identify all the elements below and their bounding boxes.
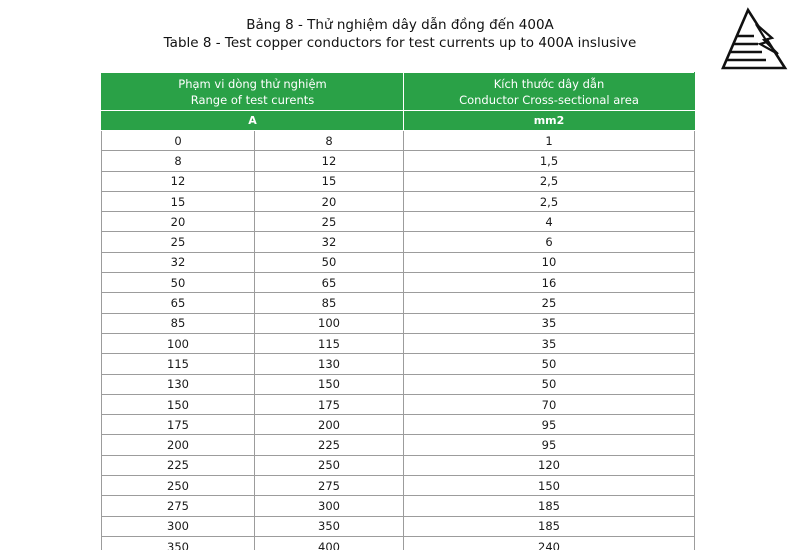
company-logo-icon xyxy=(720,6,788,72)
table-title xyxy=(0,16,800,52)
range-to-cell: 8 xyxy=(255,131,404,151)
range-from-cell: 130 xyxy=(102,374,255,394)
unit-row xyxy=(102,111,695,131)
range-from-cell: 350 xyxy=(102,536,255,550)
cross-section-cell: 10 xyxy=(404,252,695,272)
range-to-cell: 15 xyxy=(255,171,404,191)
range-to-cell: 50 xyxy=(255,252,404,272)
cross-section-cell: 120 xyxy=(404,455,695,475)
range-header-vi: Phạm vi dòng thử nghiệm xyxy=(178,76,327,91)
table-row xyxy=(102,131,695,151)
range-to-cell: 20 xyxy=(255,191,404,211)
table-row xyxy=(102,313,695,333)
cross-section-cell: 1,5 xyxy=(404,151,695,171)
table-row xyxy=(102,394,695,414)
range-from-cell: 25 xyxy=(102,232,255,252)
range-to-cell: 85 xyxy=(255,293,404,313)
table-row xyxy=(102,435,695,455)
table-row xyxy=(102,171,695,191)
range-unit: A xyxy=(102,111,404,131)
range-to-cell: 275 xyxy=(255,476,404,496)
size-unit: mm2 xyxy=(404,111,695,131)
range-from-cell: 250 xyxy=(102,476,255,496)
range-to-cell: 350 xyxy=(255,516,404,536)
size-header xyxy=(404,73,695,111)
cross-section-cell: 25 xyxy=(404,293,695,313)
table-row xyxy=(102,455,695,475)
header-row xyxy=(102,73,695,111)
range-to-cell: 225 xyxy=(255,435,404,455)
range-to-cell: 250 xyxy=(255,455,404,475)
table-row xyxy=(102,191,695,211)
table-row xyxy=(102,536,695,550)
title-english: Table 8 - Test copper conductors for test currents up to 400A inslusive xyxy=(163,35,637,51)
size-header-vi: Kích thước dây dẫn xyxy=(493,76,605,91)
range-from-cell: 65 xyxy=(102,293,255,313)
range-from-cell: 100 xyxy=(102,333,255,353)
range-to-cell: 12 xyxy=(255,151,404,171)
cross-section-cell: 150 xyxy=(404,476,695,496)
table-row xyxy=(102,212,695,232)
cross-section-cell: 50 xyxy=(404,374,695,394)
range-header-en: Range of test curents xyxy=(190,92,315,107)
cross-section-cell: 240 xyxy=(404,536,695,550)
range-to-cell: 200 xyxy=(255,415,404,435)
range-from-cell: 8 xyxy=(102,151,255,171)
cross-section-cell: 1 xyxy=(404,131,695,151)
cross-section-cell: 6 xyxy=(404,232,695,252)
table-row xyxy=(102,252,695,272)
table-body xyxy=(102,131,695,550)
cross-section-cell: 95 xyxy=(404,435,695,455)
table-row xyxy=(102,273,695,293)
range-to-cell: 300 xyxy=(255,496,404,516)
range-from-cell: 12 xyxy=(102,171,255,191)
copper-conductor-table xyxy=(101,72,695,550)
range-from-cell: 15 xyxy=(102,191,255,211)
table-row xyxy=(102,415,695,435)
cross-section-cell: 70 xyxy=(404,394,695,414)
cross-section-cell: 16 xyxy=(404,273,695,293)
table-row xyxy=(102,232,695,252)
range-to-cell: 150 xyxy=(255,374,404,394)
range-from-cell: 50 xyxy=(102,273,255,293)
range-from-cell: 175 xyxy=(102,415,255,435)
cross-section-cell: 35 xyxy=(404,333,695,353)
range-header xyxy=(102,73,404,111)
range-from-cell: 200 xyxy=(102,435,255,455)
range-to-cell: 100 xyxy=(255,313,404,333)
range-from-cell: 85 xyxy=(102,313,255,333)
cross-section-cell: 35 xyxy=(404,313,695,333)
range-from-cell: 115 xyxy=(102,354,255,374)
range-to-cell: 400 xyxy=(255,536,404,550)
range-from-cell: 300 xyxy=(102,516,255,536)
size-header-en: Conductor Cross-sectional area xyxy=(459,92,639,107)
table-row xyxy=(102,333,695,353)
table-row xyxy=(102,374,695,394)
range-from-cell: 225 xyxy=(102,455,255,475)
range-from-cell: 32 xyxy=(102,252,255,272)
range-from-cell: 150 xyxy=(102,394,255,414)
range-to-cell: 130 xyxy=(255,354,404,374)
range-to-cell: 25 xyxy=(255,212,404,232)
cross-section-cell: 2,5 xyxy=(404,171,695,191)
cross-section-cell: 50 xyxy=(404,354,695,374)
cross-section-cell: 185 xyxy=(404,516,695,536)
range-from-cell: 275 xyxy=(102,496,255,516)
range-to-cell: 32 xyxy=(255,232,404,252)
title-vietnamese: Bảng 8 - Thử nghiệm dây dẫn đồng đến 400A xyxy=(246,17,554,33)
table-row xyxy=(102,516,695,536)
cross-section-cell: 95 xyxy=(404,415,695,435)
range-to-cell: 65 xyxy=(255,273,404,293)
table-row xyxy=(102,293,695,313)
table-row xyxy=(102,496,695,516)
range-to-cell: 175 xyxy=(255,394,404,414)
range-to-cell: 115 xyxy=(255,333,404,353)
table-row xyxy=(102,151,695,171)
cross-section-cell: 2,5 xyxy=(404,191,695,211)
cross-section-cell: 4 xyxy=(404,212,695,232)
range-from-cell: 20 xyxy=(102,212,255,232)
cross-section-cell: 185 xyxy=(404,496,695,516)
table-row xyxy=(102,476,695,496)
table-row xyxy=(102,354,695,374)
range-from-cell: 0 xyxy=(102,131,255,151)
